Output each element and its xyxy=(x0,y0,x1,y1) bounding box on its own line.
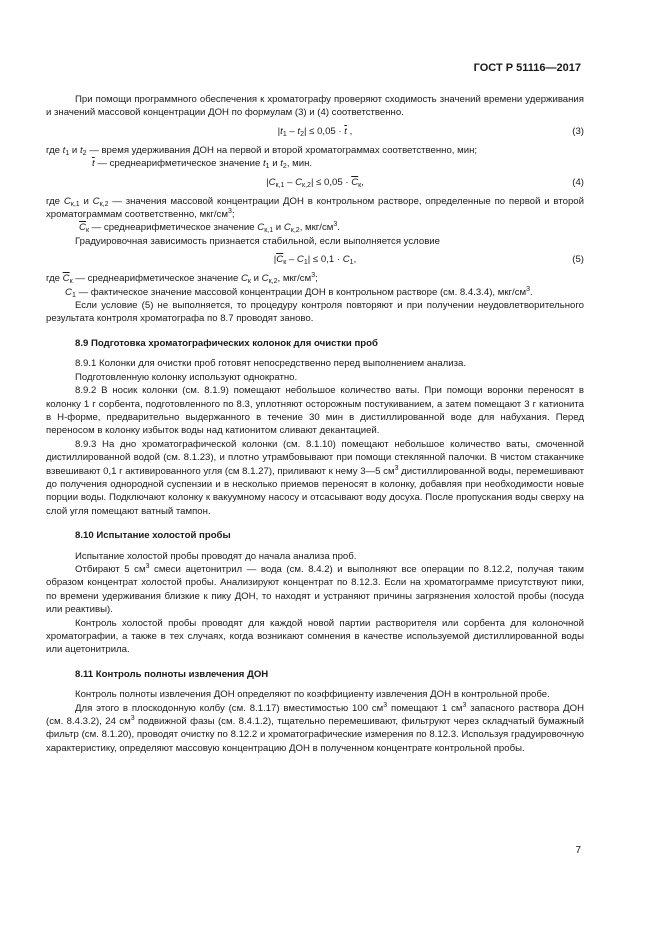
where-ck-line: где $\overline{C}_к$ — среднеарифметическое значение $C_к$ и $C_{к,2}$, мкг/$см^3$; xyxy=(46,272,318,286)
section-8-11-title: 8.11 Контроль полноты извлечения ДОН xyxy=(75,668,269,680)
paragraph-8-10-3: Контроль холостой пробы проводят для каждой новой партии растворителя или сорбента для колоночной хроматографии, а также в тех случаях, когда возникают сомнения в качестве используемой дистиллированной воды или ацетонитрила. xyxy=(46,617,584,656)
where-cmean-line: $\overline{C}_к$ — среднеарифметическое значение $C_{к,1}$ и $C_{к,2}$, мкг/$см^3$. xyxy=(79,221,340,235)
document-header: ГОСТ Р 51116—2017 xyxy=(473,62,581,74)
paragraph-8-9-3-b: дистиллированной воды, перемешивают до получения однородной суспензии и в несколько приемов переносят в колонку, добавляя при необходимости новые порции воды. Подключают колонку к вакуумному насосу и отсасывают воду досуха. После пропускания воды сверху на слой угля помещают ватный тампон. xyxy=(46,465,584,517)
formula-3 xyxy=(46,120,584,144)
formula-3-expression: $|t_1 - t_2| \le 0,05 \cdot \overline{t}$ , xyxy=(277,125,353,138)
formula-3-number: (3) xyxy=(572,125,584,137)
where-c-text: — значения массовой концентрации ДОН в контрольном растворе, определенные по первой и второй хроматограммам соответственно, мкг/см xyxy=(46,195,584,221)
paragraph-intro: При помощи программного обеспечения к хроматографу проверяют сходимость значений времени удерживания и значений массовой концентрации ДОН по формулам (3) и (4) соответственно. xyxy=(46,94,584,119)
document-body xyxy=(46,93,584,755)
section-8-10-title: 8.10 Испытание холостой пробы xyxy=(75,530,231,542)
where-ck-text: — среднеарифметическое значение xyxy=(72,273,241,285)
paragraph-condition: Если условие (5) не выполняется, то процедуру контроля повторяют и при получении неудовлетворительного результата контроля хроматографа по 8.7 проводят заново. xyxy=(46,300,584,325)
where-ck-end: , мкг/см xyxy=(277,273,312,285)
paragraph-8-9-3-a: 8.9.3 На дно хроматографической колонки (см. 8.1.10) помещают небольшое количество ваты, смоченной дистиллированной водой (см. 8.1.23), и плотно утрамбовывают при помощи стеклянной палочки. В чистом стаканчике взвешивают 0,1 г активированного угля (см 8.1.27), приливают к нему 3—5 см xyxy=(46,438,584,477)
formula-4-number: (4) xyxy=(572,176,584,188)
where-c-line: где $C_{к,1}$ и $C_{к,2}$ — значения массовой концентрации ДОН в контрольном растворе, определенные по первой и второй хроматограммам соответственно, мкг/$см^3$; xyxy=(46,195,584,221)
paragraph-8-10-2: Отбирают 5 $см^3$ смеси ацетонитрил — вода (см. 8.4.2) и выполняют все операции по 8.12.2, получая таким образом концентрат холостой пробы. Анализируют концентрат по 8.12.3. Если на хроматограмме присутствуют пики, по времени удерживания близкие к пику ДОН, то находят и устраняют причины загрязнения холостой пробы (посуда или реактивы). xyxy=(46,562,584,616)
formula-4 xyxy=(46,171,584,195)
where-tmean-text: — среднеарифметическое значение xyxy=(94,158,263,170)
where-cmean-text: — среднеарифметическое значение xyxy=(89,222,258,234)
paragraph-8-11-2-a: Для этого в плоскодонную колбу (см. 8.1.17) вместимостью 100 см xyxy=(75,702,384,714)
page-number: 7 xyxy=(575,845,581,856)
paragraph-8-9-2: 8.9.2 В носик колонки (см. 8.1.9) помещают небольшое количество ваты. При помощи воронки переносят в колонку 1 г сорбента, подготовленного по 8.3, уплотняют осторожным постукиванием, а затем помещают 3 г катионита в Н-форме, предварительно выдержанного в течение 30 мин в дистиллированной воде для набухания. Перед переносом в колонку избыток воды над катионитом сливают декантацией. xyxy=(46,385,584,437)
where-t-text: — время удерживания ДОН на первой и второй хроматограммах соответственно, мин; xyxy=(86,144,478,156)
where-tmean-end: , мин. xyxy=(286,158,313,170)
paragraph-8-10-2-a: Отбирают 5 см xyxy=(75,563,146,575)
paragraph-8-9-1: 8.9.1 Колонки для очистки проб готовят непосредственно перед выполнением анализа. xyxy=(75,358,467,370)
paragraph-8-11-2-c: запасного раствора ДОН (см. 8.4.3.2), 24 см xyxy=(46,702,585,728)
where-tmean-line: $\overline{t}$ — среднеарифметическое значение $t_1$ и $t_2$, мин. xyxy=(92,158,313,171)
paragraph-8-11-2-d: подвижной фазы (см. 8.4.1.2), тщательно перемешивают, фильтруют через складчатый бумажный фильтр (см. 8.1.20), проводят очистку по 8.12.2 и хроматографические измерения по 8.12.3. Используя градуировочную характеристику, определяют массовую концентрацию ДОН в полученном концентрате контрольной пробы. xyxy=(46,716,584,754)
where-c1-line: $C_1$ — фактическое значение массовой концентрации ДОН в контрольном растворе (см. 8.4.3.4), мкг/$см^3$. xyxy=(65,285,533,299)
where-t-line: где $t_1$ и $t_2$ — время удерживания ДОН на первой и второй хроматограммах соответственно, мин; xyxy=(46,144,478,157)
paragraph-8-10-2-b: смеси ацетонитрил — вода (см. 8.4.2) и выполняют все операции по 8.12.2, получая таким образом концентрат холостой пробы. Анализируют концентрат по 8.12.3. Если на хроматограмме присутствуют пики, по времени удерживания близкие к пику ДОН, то находят и устраняют причины загрязнения холостой пробы (посуда или реактивы). xyxy=(46,563,584,616)
paragraph-8-10-1: Испытание холостой пробы проводят до начала анализа проб. xyxy=(75,550,357,562)
paragraph-8-9-1-b: Подготовленную колонку используют однократно. xyxy=(75,371,298,383)
paragraph-8-9-3: 8.9.3 На дно хроматографической колонки (см. 8.1.10) помещают небольшое количество ваты, смоченной дистиллированной водой (см. 8.1.23), и плотно утрамбовывают при помощи стеклянной палочки. В чистом стаканчике взвешивают 0,1 г активированного угля (см 8.1.27), приливают к нему 3—5 $см^3$ дистиллированной воды, перемешивают до получения однородной суспензии и в несколько приемов переносят в колонку, добавляя при необходимости новые порции воды. Подключают колонку к вакуумному насосу и отсасывают воду досуха. После пропускания воды сверху на слой угля помещают ватный тампон. xyxy=(46,438,584,517)
formula-4-expression: $|C_{к,1} - C_{к,2}| \le 0,05 \cdot \overline{C}_к$, xyxy=(266,176,364,189)
paragraph-8-11-2: Для этого в плоскодонную колбу (см. 8.1.17) вместимостью 100 $см^3$ помещают 1 $см^3$ запасного раствора ДОН (см. 8.4.3.2), 24 $см^3$ подвижной фазы (см. 8.4.1.2), тщательно перемешивают, фильтруют через складчатый бумажный фильтр (см. 8.1.20), проводят очистку по 8.12.2 и хроматографические измерения по 8.12.3. Используя градуировочную характеристику, определяют массовую концентрацию ДОН в полученном концентрате контрольной пробы. xyxy=(46,701,585,754)
formula-5-number: (5) xyxy=(572,254,584,266)
where-cmean-end: , мкг/см xyxy=(299,222,334,234)
formula-5-expression: $|\overline{C}_к - C_1| \le 0,1 \cdot C_1$, xyxy=(273,254,357,267)
section-8-9-title: 8.9 Подготовка хроматографических колонок для очистки проб xyxy=(75,337,378,349)
paragraph-8-11-1: Контроль полноты извлечения ДОН определяют по коэффициенту извлечения ДОН в контрольной пробе. xyxy=(75,689,550,701)
where-c1-text: — фактическое значение массовой концентрации ДОН в контрольном растворе (см. 8.4.3.4), мкг/см xyxy=(75,286,527,298)
formula-5 xyxy=(46,248,584,272)
paragraph-8-11-2-b: помещают 1 см xyxy=(387,702,463,714)
paragraph-calibration: Градуировочная зависимость признается стабильной, если выполняется условие xyxy=(75,235,441,247)
